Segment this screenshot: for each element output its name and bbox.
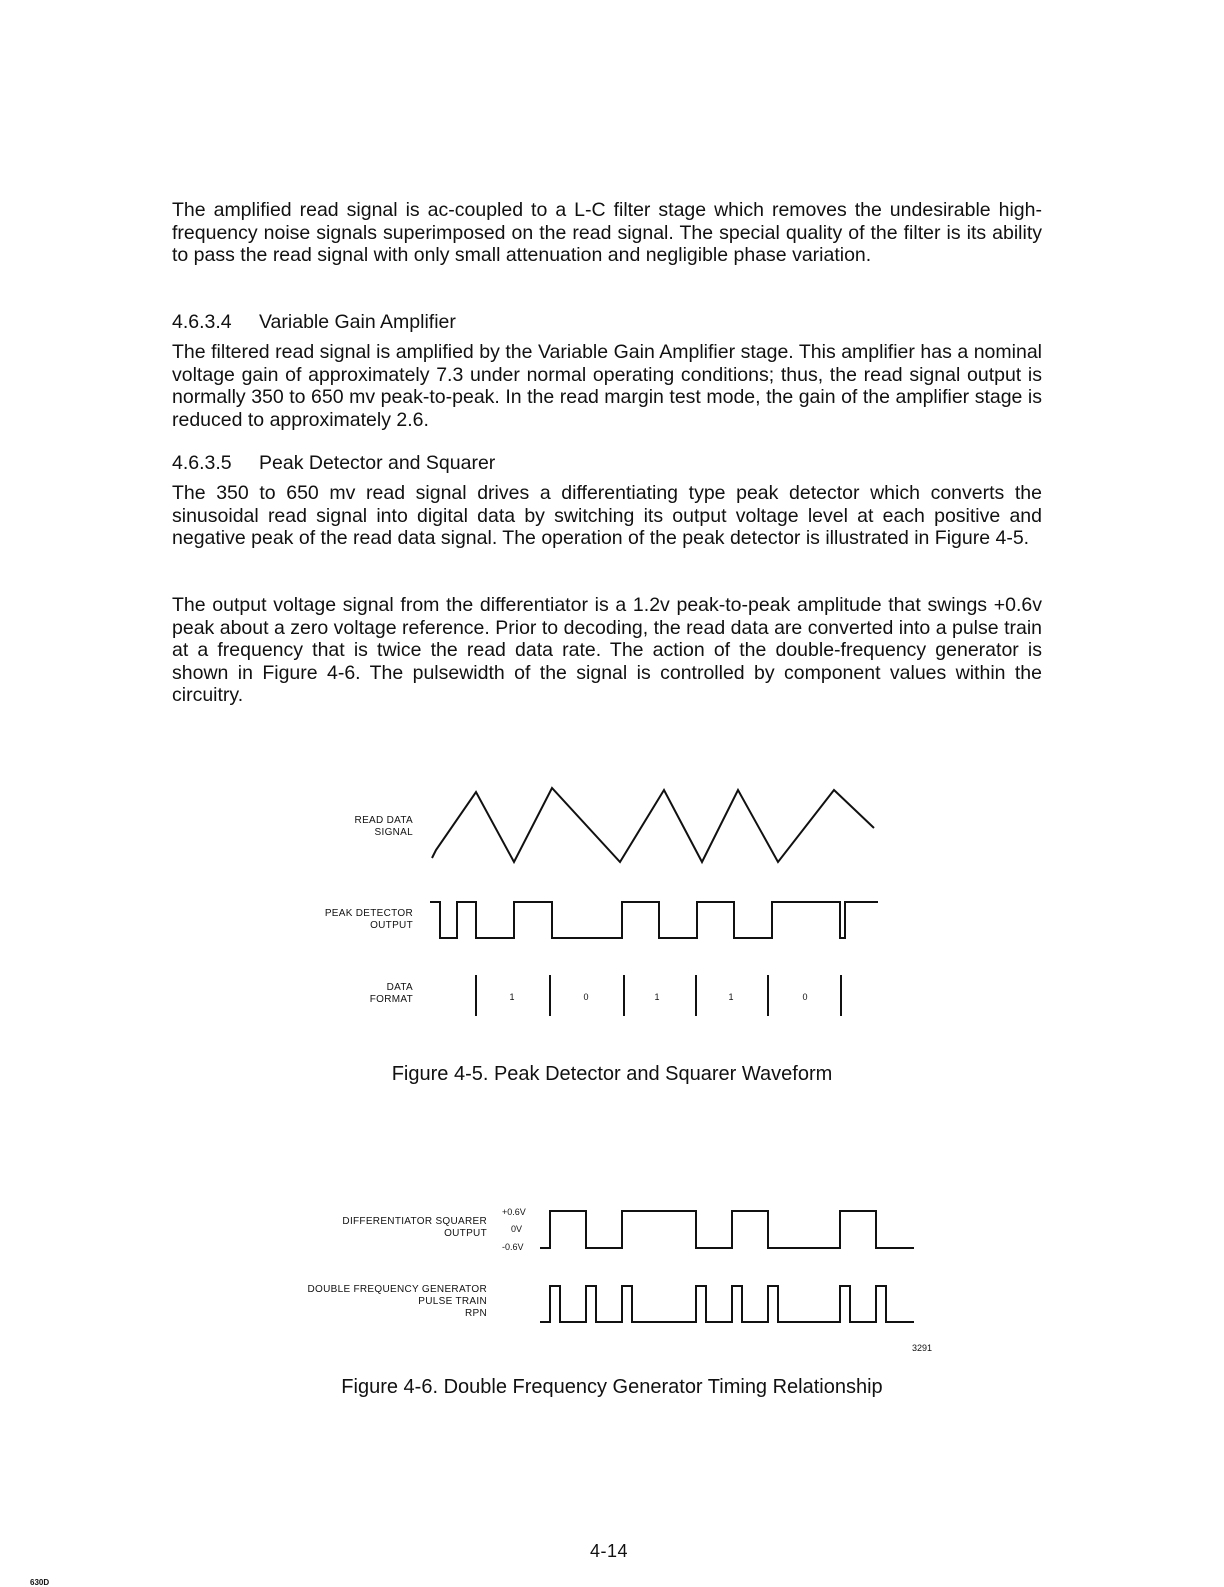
differentiator-squarer-label: DIFFERENTIATOR SQUARER OUTPUT (342, 1216, 487, 1239)
voltage-zero-label: 0V (511, 1224, 523, 1234)
heading-number: 4.6.3.4 (172, 311, 232, 333)
document-id: 630D (30, 1578, 50, 1587)
peak-detector-output-label: PEAK DETECTOR OUTPUT (324, 908, 413, 931)
data-bit-label: 0 (802, 992, 808, 1002)
heading-title: Peak Detector and Squarer (259, 452, 496, 474)
page-number: 4-14 (590, 1541, 629, 1561)
figure-4-5-caption: Figure 4-5. Peak Detector and Squarer Waveform (391, 1063, 833, 1085)
heading-number: 4.6.3.5 (172, 452, 232, 474)
paragraph-filter-stage: The amplified read signal is ac-coupled to a L-C filter stage which removes the undesirable high-frequency noise signals superimposed on the read signal. The special quality of the filter is its ability to pass the read signal with only small attenuation and negligible phase variation. (172, 199, 1042, 266)
data-bit-label: 0 (583, 992, 589, 1002)
heading-title: Variable Gain Amplifier (259, 311, 456, 333)
data-bit-label: 1 (728, 992, 734, 1002)
figure-4-6-caption: Figure 4-6. Double Frequency Generator Timing Relationship (341, 1376, 883, 1398)
pulse-train-waveform (540, 1286, 914, 1322)
voltage-low-label: -0.6V (502, 1242, 524, 1252)
double-frequency-generator-label: DOUBLE FREQUENCY GENERATOR PULSE TRAIN RPN (307, 1284, 487, 1319)
paragraph-differentiator-output: The output voltage signal from the differentiator is a 1.2v peak-to-peak amplitude that swings +0.6v peak about a zero voltage reference. Prior to decoding, the read data are converted into a pulse train at a frequency that is twice the read data rate. The action of the double-frequency generator is shown in Figure 4-6. The pulsewidth of the signal is controlled by component values within the circuitry. (172, 594, 1042, 706)
figure-reference-number: 3291 (912, 1343, 933, 1353)
paragraph-variable-gain: The filtered read signal is amplified by the Variable Gain Amplifier stage. This amplifier has a nominal voltage gain of approximately 7.3 under normal operating conditions; thus, the read signal output is normally 350 to 650 mv peak-to-peak. In the read margin test mode, the gain of the amplifier stage is reduced to approximately 2.6. (172, 341, 1042, 431)
paragraph-peak-detector: The 350 to 650 mv read signal drives a differentiating type peak detector which converts the sinusoidal read signal into digital data by switching its output voltage level at each positive and negative peak of the read data signal. The operation of the peak detector is illustrated in Figure 4-5. (172, 482, 1042, 549)
data-bit-label: 1 (509, 992, 515, 1002)
voltage-high-label: +0.6V (502, 1207, 526, 1217)
differentiator-squarer-waveform (540, 1211, 914, 1248)
read-data-signal-label: READ DATA SIGNAL (354, 815, 413, 838)
data-bit-label: 1 (654, 992, 660, 1002)
data-format-label: DATA FORMAT (369, 982, 413, 1005)
